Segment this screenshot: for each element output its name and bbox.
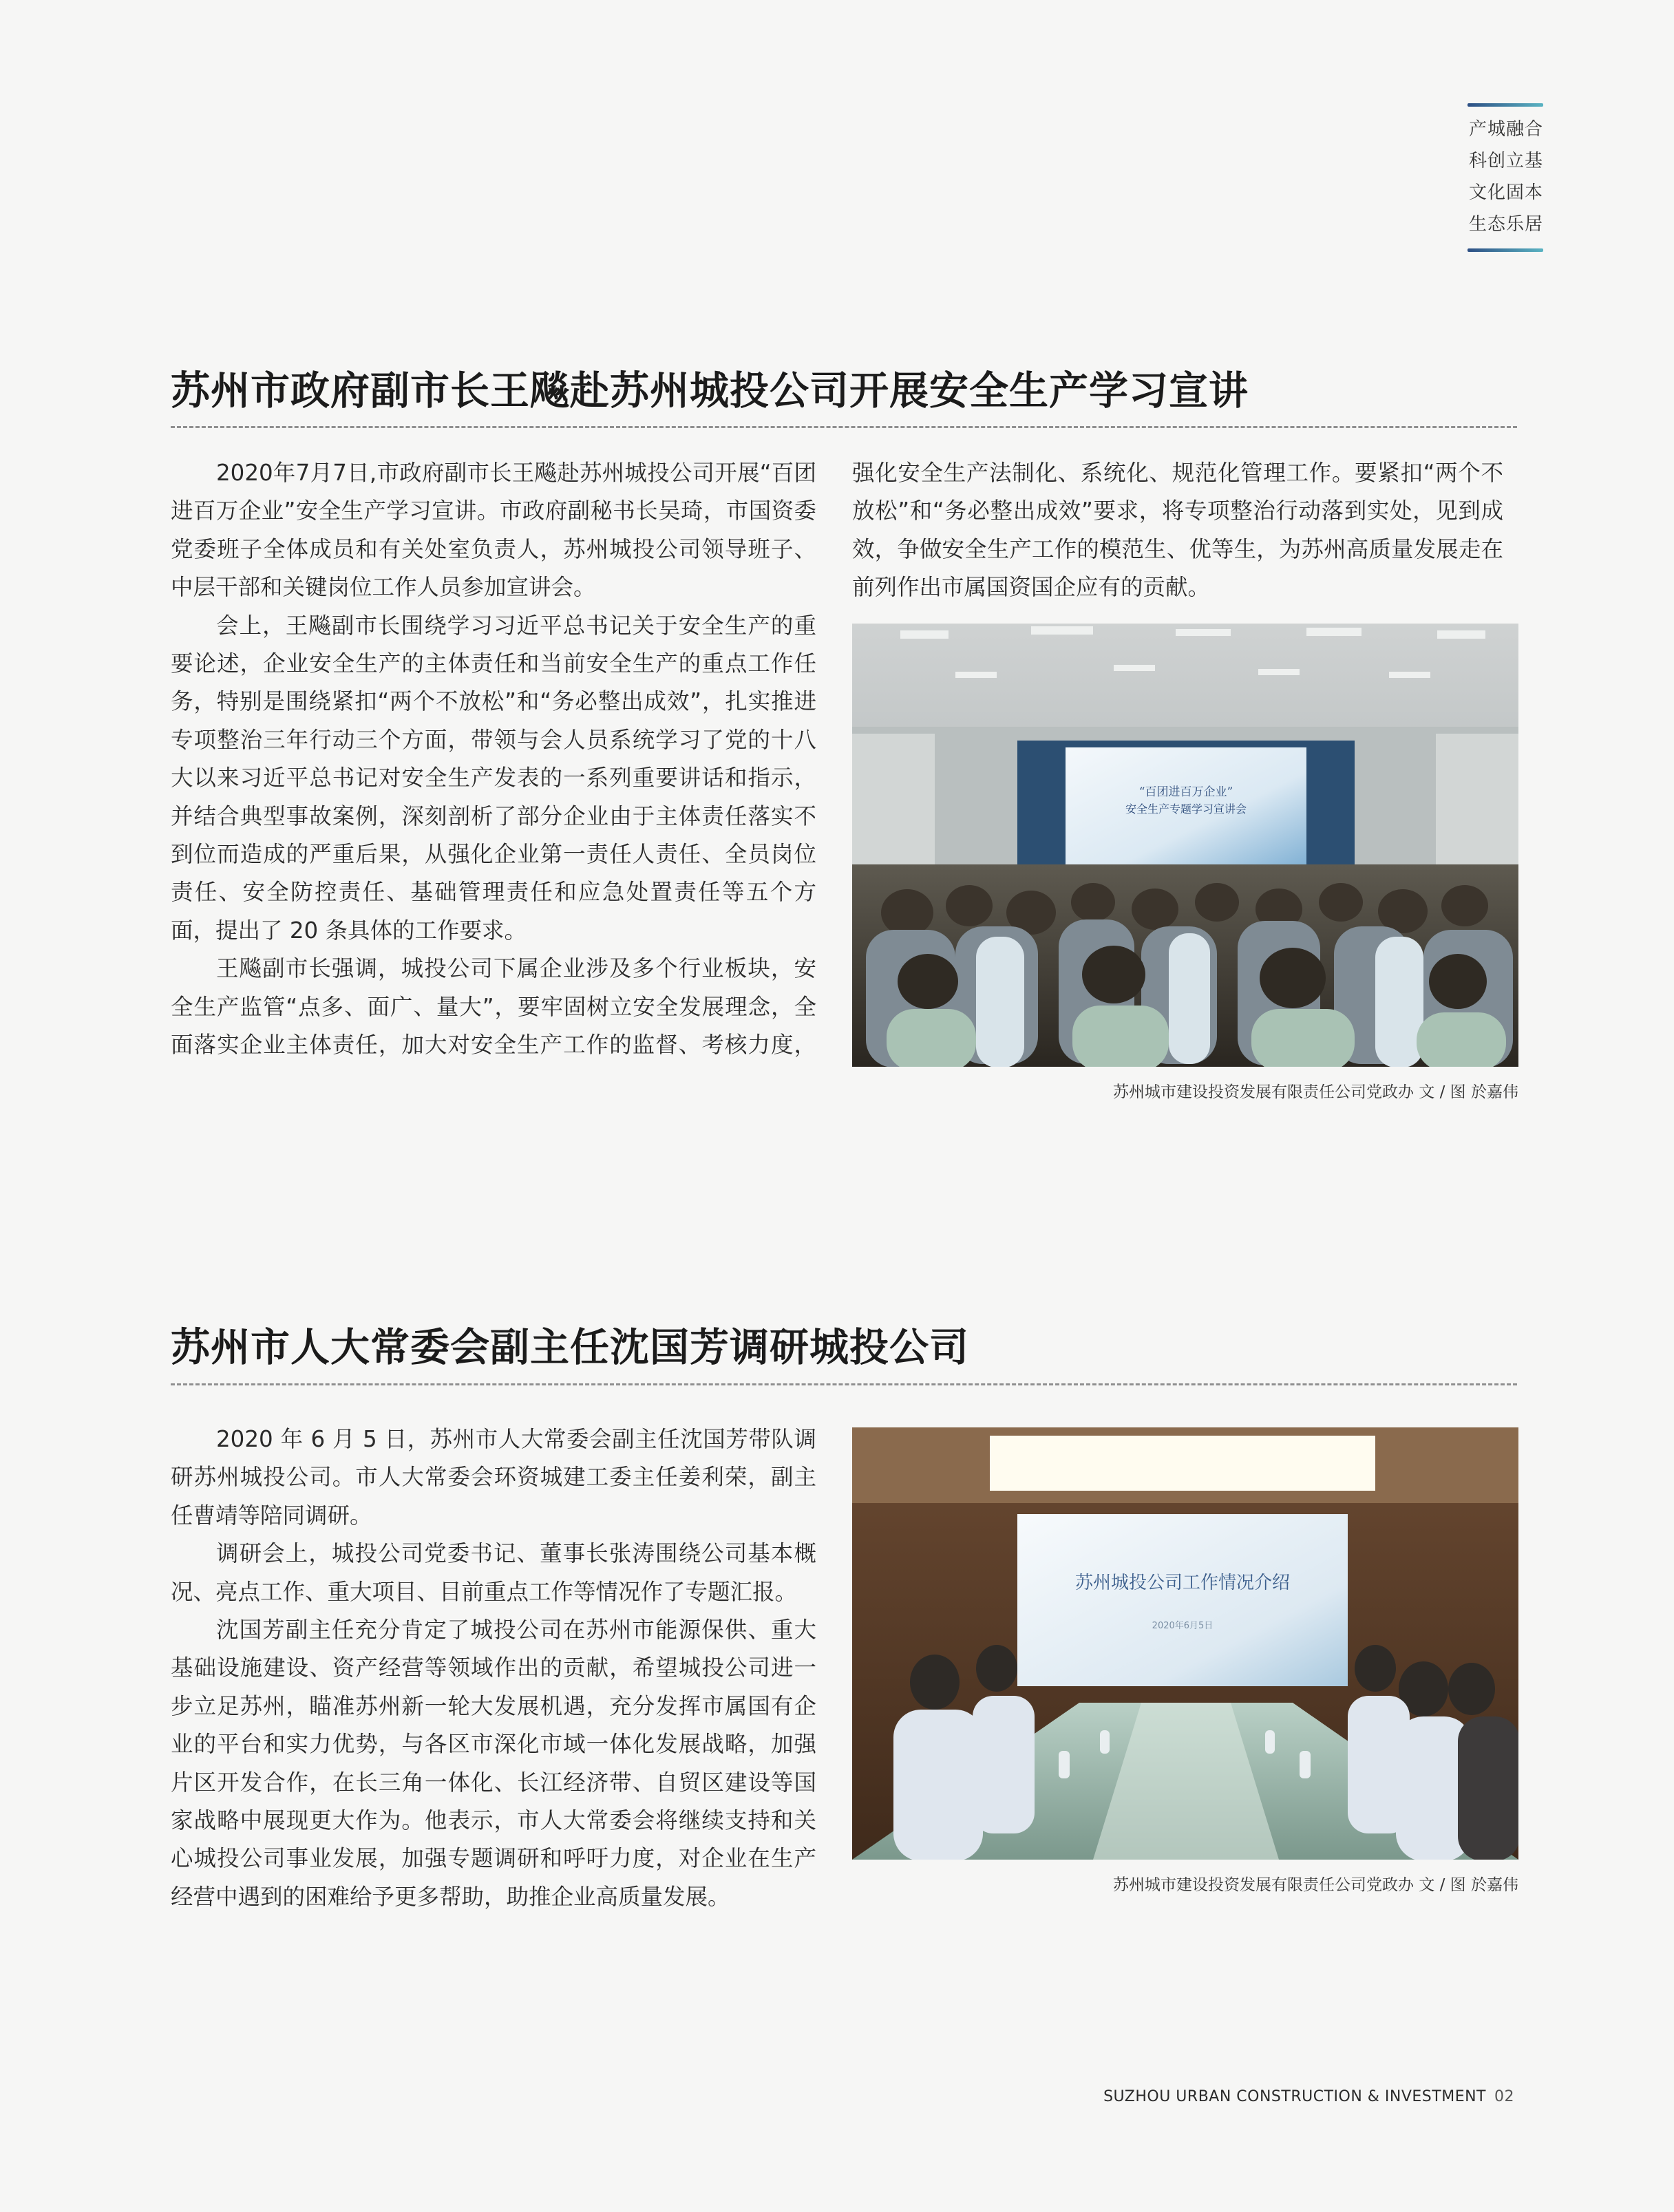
- section-tags: [1468, 103, 1543, 252]
- article2-divider: [171, 1383, 1517, 1385]
- article2-photo: [852, 1427, 1518, 1860]
- magazine-name: SUZHOU URBAN CONSTRUCTION & INVESTMENT: [1103, 2088, 1486, 2105]
- article2-caption: 苏州城市建设投资发展有限责任公司党政办 文 / 图 於嘉伟: [1113, 1876, 1518, 1894]
- article2-paragraph: 调研会上，城投公司党委书记、董事长张涛围绕公司基本概况、亮点工作、重大项目、目前重点工作等情况作了专题汇报。: [171, 1540, 816, 1605]
- article1-photo-screen-line2: 安全生产专题学习宣讲会: [1125, 802, 1247, 816]
- article2-photo-screen-date: 2020年6月5日: [1152, 1621, 1214, 1631]
- tags-top-rule: [1468, 103, 1543, 107]
- article1-caption: 苏州城市建设投资发展有限责任公司党政办 文 / 图 於嘉伟: [1113, 1083, 1518, 1101]
- article2-column: [171, 1421, 816, 1916]
- page-footer: [1103, 2088, 1514, 2105]
- tag-item: 生态乐居: [1468, 214, 1543, 235]
- article1-paragraph: 会上，王飚副市长围绕学习习近平总书记关于安全生产的重要论述，企业安全生产的主体责任和当前安全生产的重点工作任务，特别是围绕紧扣“两个不放松”和“务必整出成效”，扎实推进专项整治三年行动三个方面，带领与会人员系统学习了党的十八大以来习近平总书记对安全生产发表的一系列重要讲话和指示，并结合典型事故案例，深刻剖析了部分企业由于主体责任落实不到位而造成的严重后果，从强化企业第一责任人责任、全员岗位责任、安全防控责任、基础管理责任和应急处置责任等五个方面，提出了 20 条具体的工作要求。: [171, 612, 816, 944]
- article2-photo-screen-title: 苏州城投公司工作情况介绍: [1074, 1573, 1291, 1593]
- article2-paragraph: 2020 年 6 月 5 日，苏州市人大常委会副主任沈国芳带队调研苏州城投公司。市人大常委会环资城建工委主任姜利荣，副主任曹靖等陪同调研。: [171, 1426, 816, 1529]
- article2-title: 苏州市人大常委会副主任沈国芳调研城投公司: [171, 1325, 969, 1370]
- article1-photo-screen-line1: “百团进百万企业”: [1138, 785, 1233, 799]
- article1-photo: [852, 624, 1518, 1067]
- article1-paragraph: 2020年7月7日,市政府副市长王飚赴苏州城投公司开展“百团进百万企业”安全生产学习宣讲。市政府副秘书长吴琦，市国资委党委班子全体成员和有关处室负责人，苏州城投公司领导班子、中层干部和关键岗位工作人员参加宣讲会。: [171, 460, 816, 601]
- tags-bottom-rule: [1468, 248, 1543, 252]
- tag-item: 文化固本: [1468, 182, 1543, 203]
- article1-paragraph: 强化安全生产法制化、系统化、规范化管理工作。要紧扣“两个不放松”和“务必整出成效”要求，将专项整治行动落到实处，见到成效，争做安全生产工作的模范生、优等生，为苏州高质量发展走在前列作出市属国资国企应有的贡献。: [852, 460, 1503, 601]
- tag-item: 科创立基: [1468, 151, 1543, 171]
- article1-title: 苏州市政府副市长王飚赴苏州城投公司开展安全生产学习宣讲: [171, 368, 1249, 414]
- article2-paragraph: 沈国芳副主任充分肯定了城投公司在苏州市能源保供、重大基础设施建设、资产经营等领域作出的贡献，希望城投公司进一步立足苏州，瞄准苏州新一轮大发展机遇，充分发挥市属国有企业的平台和实力优势，与各区市深化市域一体化发展战略，加强片区开发合作，在长三角一体化、长江经济带、自贸区建设等国家战略中展现更大作为。他表示，市人大常委会将继续支持和关心城投公司事业发展，加强专题调研和呼吁力度，对企业在生产经营中遇到的困难给予更多帮助，助推企业高质量发展。: [171, 1617, 816, 1910]
- tag-item: 产城融合: [1468, 119, 1543, 140]
- article1-divider: [171, 426, 1517, 428]
- page-number: 02: [1494, 2088, 1514, 2105]
- article1-paragraph: 王飚副市长强调，城投公司下属企业涉及多个行业板块，安全生产监管“点多、面广、量大”，要牢固树立安全发展理念，全面落实企业主体责任，加大对安全生产工作的监督、考核力度，: [171, 955, 816, 1059]
- article1-left-column: [171, 454, 816, 1065]
- article1-right-column: [852, 454, 1503, 607]
